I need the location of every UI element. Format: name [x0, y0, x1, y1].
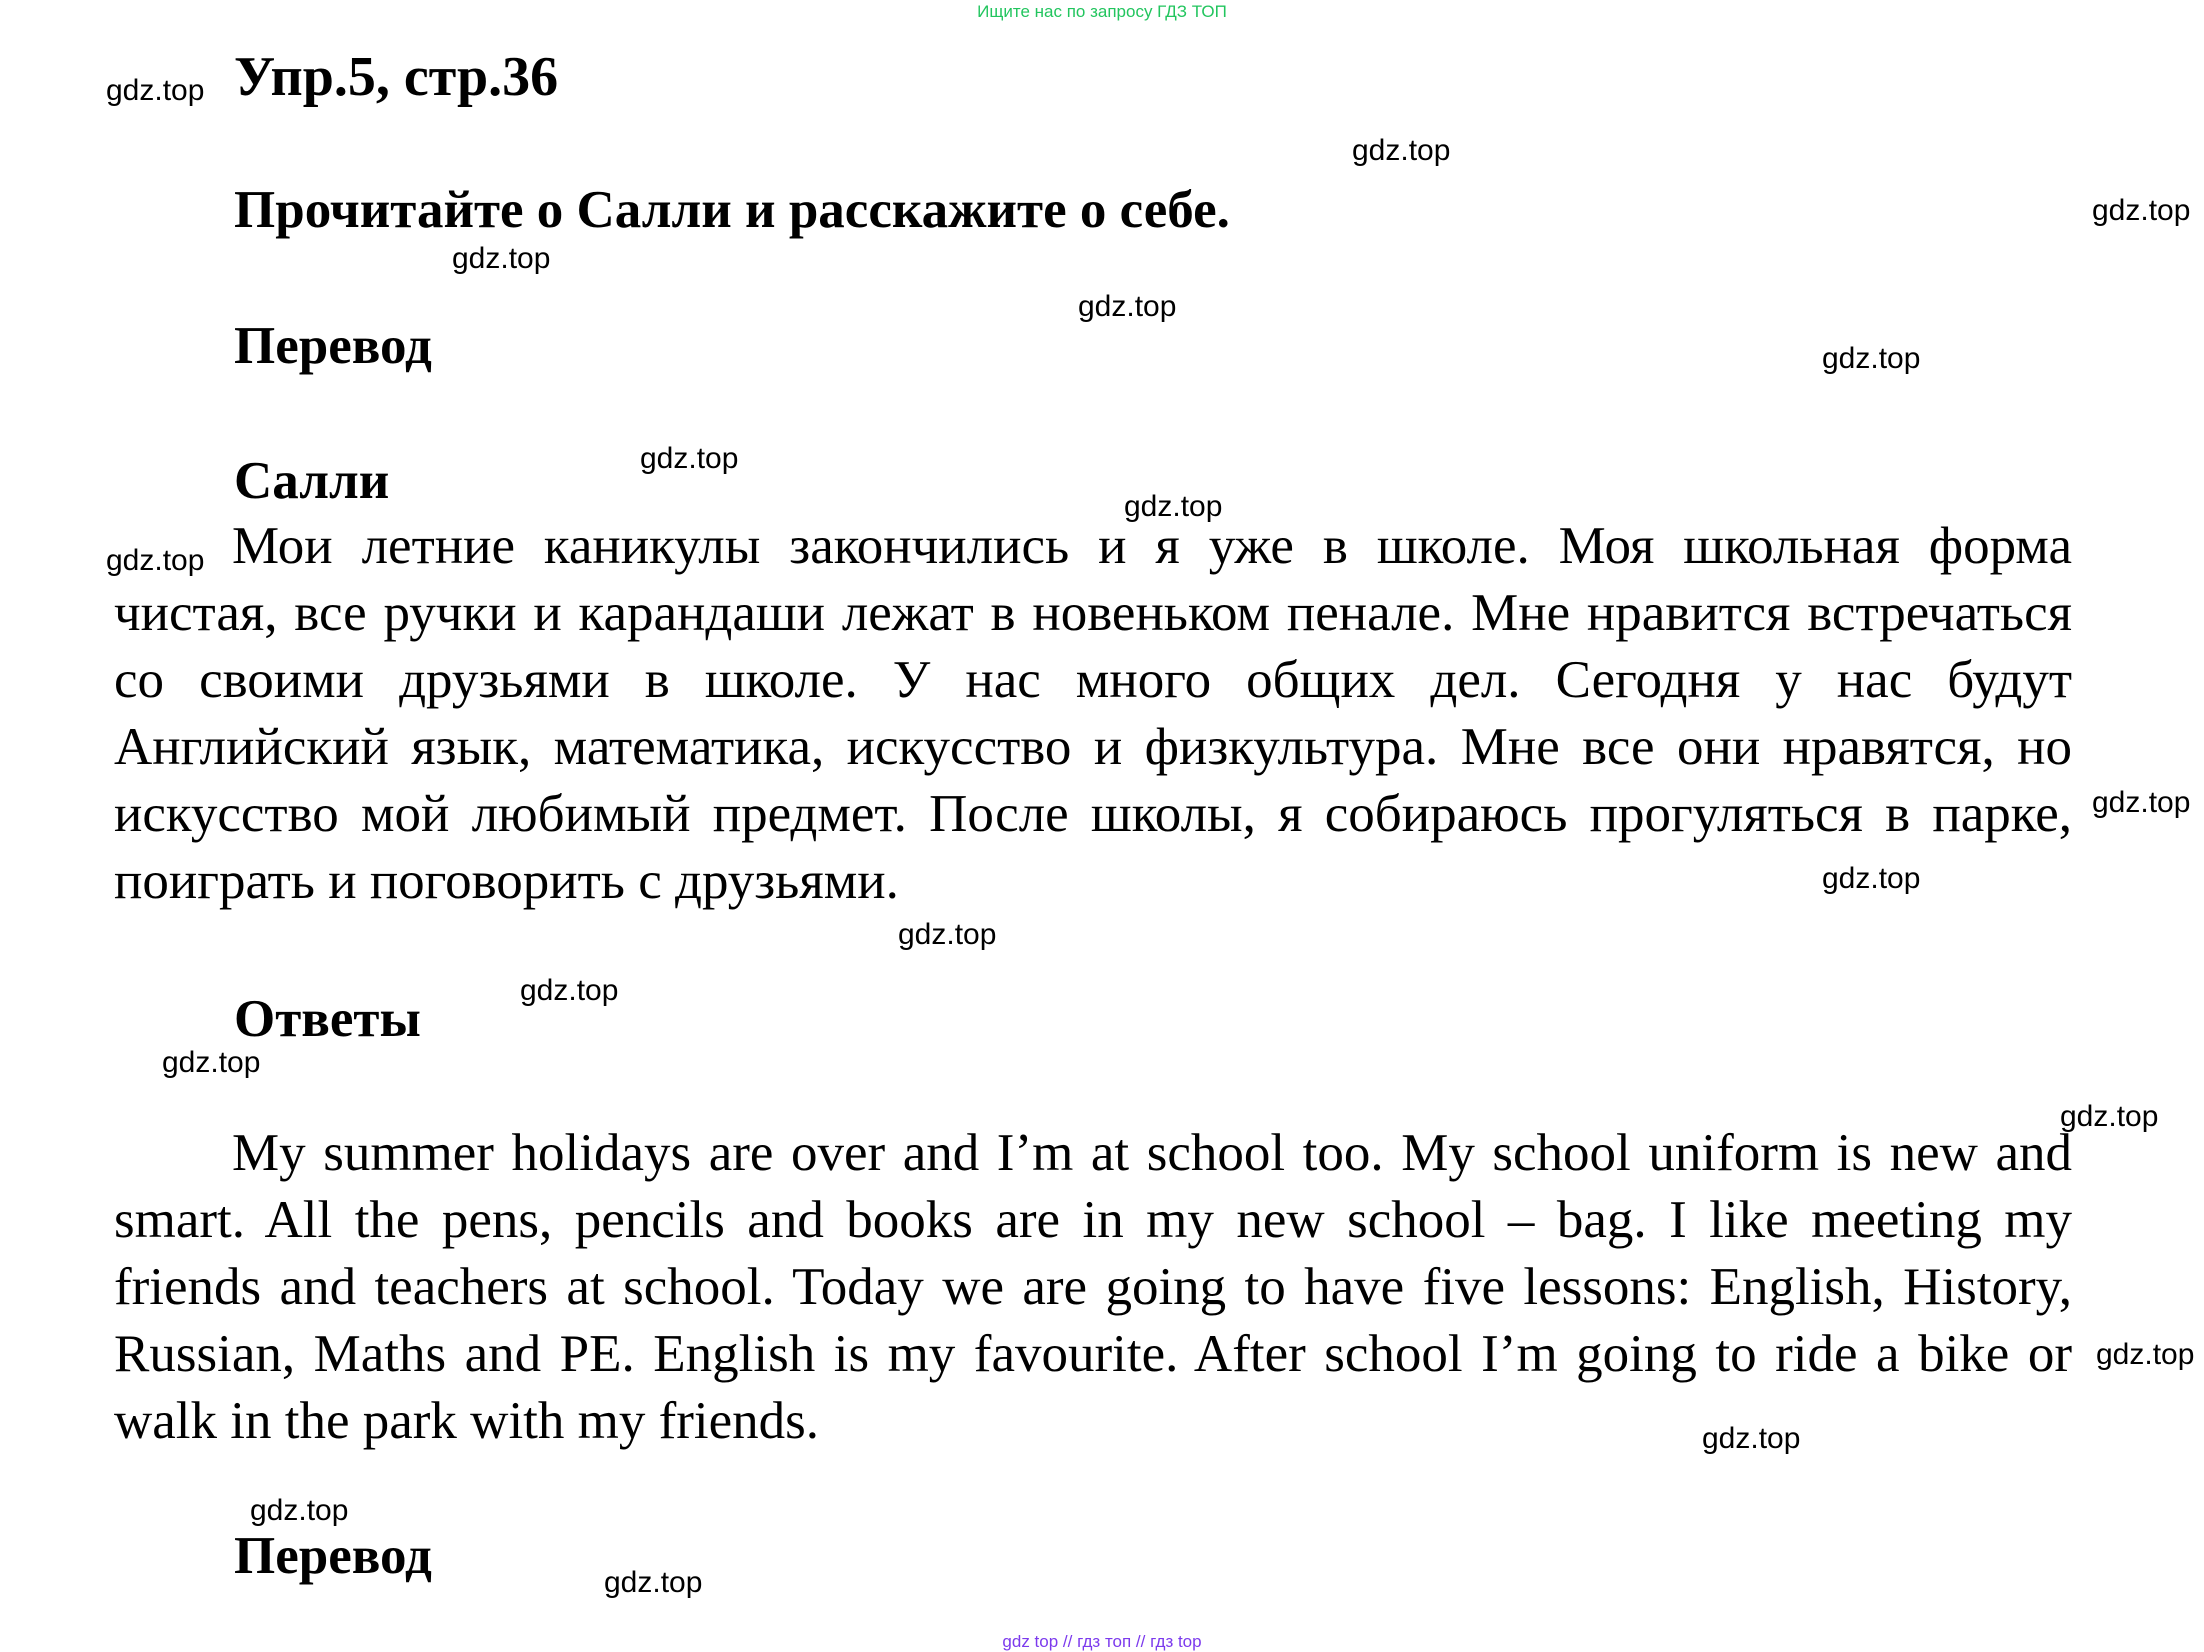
- watermark: gdz.top: [2092, 194, 2191, 227]
- watermark: gdz.top: [106, 74, 205, 107]
- story-paragraph: Мои летние каникулы закончились и я уже в школе. Моя школьная форма чистая, все ручки и карандаши лежат в новеньком пенале. Мне нравится встречаться со своими друзьями в школе. У нас много общих дел. Сегодня у нас будут Английский язык, математика, искусство и физкультура. Мне все они нравятся, но искусство мой любимый предмет. После школы, я собираюсь прогуляться в парке, поиграть и поговорить с друзьями.: [114, 517, 2072, 910]
- watermark: gdz.top: [1702, 1422, 1801, 1455]
- exercise-title: Упр.5, стр.36: [234, 46, 559, 108]
- bottom-banner[interactable]: [0, 1632, 2204, 1652]
- story-title: Салли: [234, 452, 390, 510]
- watermark: gdz.top: [1124, 490, 1223, 523]
- watermark: gdz.top: [162, 1046, 261, 1079]
- section-heading-translation-2: Перевод: [234, 1527, 432, 1585]
- watermark: gdz.top: [2092, 786, 2191, 819]
- watermark: gdz.top: [452, 242, 551, 275]
- bottom-banner-text[interactable]: gdz top // гдз топ // гдз top: [1002, 1632, 1202, 1651]
- watermark: gdz.top: [1822, 862, 1921, 895]
- watermark: gdz.top: [2060, 1100, 2159, 1133]
- top-banner-text[interactable]: Ищите нас по запросу ГДЗ ТОП: [977, 2, 1227, 21]
- watermark: gdz.top: [520, 974, 619, 1007]
- watermark: gdz.top: [640, 442, 739, 475]
- watermark: gdz.top: [1352, 134, 1451, 167]
- section-heading-translation: Перевод: [234, 317, 432, 375]
- watermark: gdz.top: [1078, 290, 1177, 323]
- watermark: gdz.top: [106, 544, 205, 577]
- watermark: gdz.top: [604, 1566, 703, 1599]
- top-banner[interactable]: [0, 2, 2204, 22]
- watermark: gdz.top: [250, 1494, 349, 1527]
- watermark: gdz.top: [2096, 1338, 2195, 1371]
- watermark: gdz.top: [898, 918, 997, 951]
- section-heading-answers: Ответы: [234, 990, 421, 1048]
- task-instruction: Прочитайте о Салли и расскажите о себе.: [234, 181, 1230, 239]
- answer-paragraph: My summer holidays are over and I’m at school too. My school uniform is new and smart. All the pens, pencils and books are in my new school – bag. I like meeting my friends and teachers at school. Today we are going to have five lessons: English, History, Russian, Maths and PE. English is my favourite. After school I’m going to ride a bike or walk in the park with my friends.: [114, 1124, 2072, 1450]
- watermark: gdz.top: [1822, 342, 1921, 375]
